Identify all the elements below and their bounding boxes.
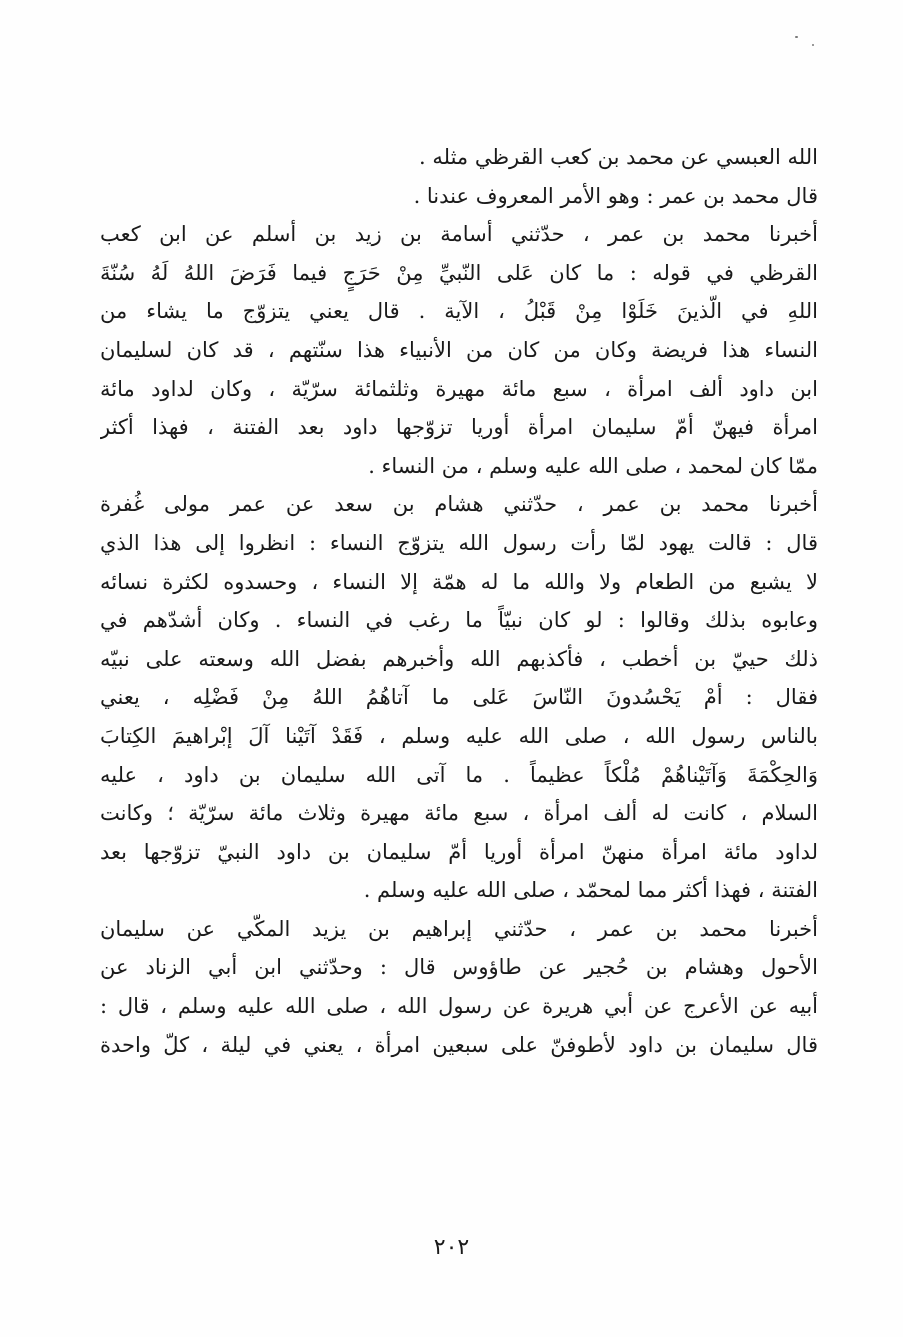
text-line: لا يشبع من الطعام ولا والله ما له همّة إلا النساء ، وحسدوه لكثرة نسائه	[100, 569, 818, 594]
text-line: اللهِ في الّذينَ خَلَوْا مِنْ قَبْلُ ، الآية . قال يعني يتزوّج ما يشاء من	[100, 299, 818, 324]
text-line: وعابوه بذلك وقالوا : لو كان نبيّاً ما رغب في النساء . وكان أشدّهم في	[100, 608, 818, 633]
text-line: أخبرنا محمد بن عمر ، حدّثني هشام بن سعد عن عمر مولى غُفرة	[100, 492, 818, 517]
text-line: أخبرنا محمد بن عمر ، حدّثني أسامة بن زيد بن أسلم عن ابن كعب	[100, 222, 818, 247]
text-line: ذلك حييّ بن أخطب ، فأكذبهم الله وأخبرهم بفضل الله وسعته على نبيّه	[100, 646, 818, 671]
text-line: قال سليمان بن داود لأطوفنّ على سبعين امرأة ، يعني في ليلة ، كلّ واحدة	[100, 1032, 818, 1057]
text-line: لداود مائة امرأة منهنّ امرأة أوريا أمّ سليمان بن داود النبيّ تزوّجها بعد	[100, 839, 818, 864]
text-line: ابن داود ألف امرأة ، سبع مائة مهيرة وثلثمائة سرّيّة ، وكان لداود مائة	[100, 376, 818, 401]
text-line: ممّا كان لمحمد ، صلى الله عليه وسلم ، من النساء .	[368, 453, 818, 478]
body-text	[100, 138, 818, 1064]
text-line: أخبرنا محمد بن عمر ، حدّثني إبراهيم بن يزيد المكّي عن سليمان	[100, 916, 818, 941]
text-line: وَالحِكْمَةَ وَآتَيْناهُمْ مُلْكاً عظيماً . ما آتى الله سليمان بن داود ، عليه	[100, 762, 818, 787]
text-line: الفتنة ، فهذا أكثر مما لمحمّد ، صلى الله عليه وسلم .	[363, 878, 818, 903]
text-line: قال محمد بن عمر : وهو الأمر المعروف عندنا .	[413, 183, 818, 208]
text-line: القرظي في قوله : ما كان عَلى النّبيِّ مِنْ حَرَجٍ فيما فَرَضَ اللهُ لَهُ سُنّةَ	[100, 260, 818, 285]
text-line: فقال : أمْ يَحْسُدونَ النّاسَ عَلى ما آتاهُمُ اللهُ مِنْ فَضْلِه ، يعني	[100, 685, 818, 710]
text-line: بالناس رسول الله ، صلى الله عليه وسلم ، فَقَدْ آتَيْنا آلَ إبْراهيمَ الكِتابَ	[100, 723, 818, 748]
text-line: النساء هذا فريضة وكان من كان من الأنبياء هذا سنّتهم ، قد كان لسليمان	[100, 337, 818, 362]
text-line: السلام ، كانت له ألف امرأة ، سبع مائة مهيرة وثلاث مائة سرّيّة ؛ وكانت	[100, 801, 818, 826]
scan-speck	[812, 44, 814, 46]
text-line: الأحول وهشام بن حُجير عن طاؤوس قال : وحدّثني ابن أبي الزناد عن	[100, 955, 818, 980]
text-line: امرأة فيهنّ أمّ سليمان امرأة أوريا تزوّجها داود بعد الفتنة ، فهذا أكثر	[100, 415, 818, 440]
text-line: قال : قالت يهود لمّا رأت رسول الله يتزوّج النساء : انظروا إلى هذا الذي	[100, 530, 818, 555]
text-line: الله العبسي عن محمد بن كعب القرظي مثله .	[419, 145, 818, 169]
scan-speck	[795, 36, 798, 38]
page-number: ٢٠٢	[433, 1235, 470, 1260]
text-line: أبيه عن الأعرج عن أبي هريرة عن رسول الله ، صلى الله عليه وسلم ، قال :	[100, 994, 818, 1019]
